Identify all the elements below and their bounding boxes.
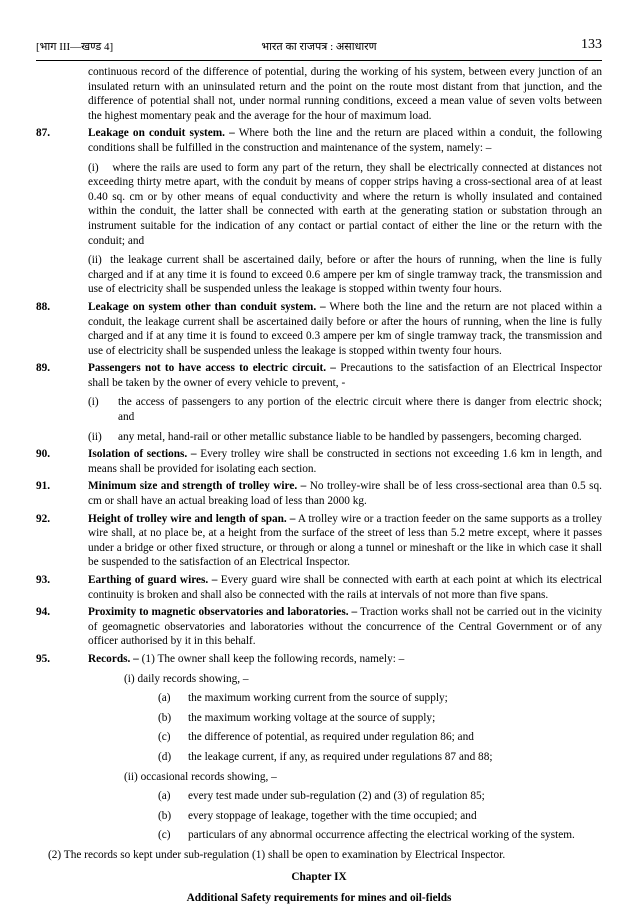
regulation-94	[36, 605, 602, 649]
item-label: (ii)	[88, 430, 102, 443]
item-text: where the rails are used to form any part of the return, they shall be electrically connected at distances not exceeding thirty metre apart, with the conduit by means of copper strips having a cross-sectional area of at least 0.40 sq. cm or by other means of equal conductivity and where the return is wholly insulated and contained within the conduit, the latter shall be connected with earth at the generating station or substation through an instrument suitable for the indication of any contact or partial contact of either the line or the return with the conduit; and	[88, 161, 603, 247]
regulation-number: 95.	[36, 652, 51, 665]
item-text: any metal, hand-rail or other metallic substance liable to be handled by passengers, becoming charged.	[118, 430, 582, 443]
list-item	[158, 691, 602, 706]
item-text: the leakage current shall be ascertained daily, before or after the hours of running, when the line is fully charged and if at any time it is found to exceed 0.6 ampere per km of single tramway track, the transmission and use of electricity shall be suspended unless the leakage is stopped within twenty four hours.	[88, 254, 602, 296]
item-label: (i)	[88, 161, 99, 174]
list-item	[158, 809, 602, 824]
occasional-records-heading: (ii) occasional records showing, –	[124, 770, 277, 783]
item-label: (a)	[158, 790, 171, 803]
regulation-text: Every guard wire shall be connected with earth at each point at which its electrical continuity is broken and shall also be connected with the rails at intervals of not more than five spans.	[88, 574, 603, 601]
regulation-number: 88.	[36, 300, 51, 313]
item-label: (i)	[88, 396, 99, 409]
regulation-90	[36, 447, 602, 476]
regulation-text: Where both the line and the return are placed within a conduit, the following conditions shall be fulfilled in the construction and maintenance of the system, namely: –	[88, 127, 602, 154]
regulation-91	[36, 479, 602, 508]
list-item	[88, 161, 602, 249]
document-body	[36, 65, 602, 906]
list-item	[158, 730, 602, 745]
item-label: (c)	[158, 829, 171, 842]
item-text: particulars of any abnormal occurrence affecting the electrical working of the system.	[188, 829, 575, 842]
list-item	[88, 430, 602, 445]
item-text: every test made under sub-regulation (2) and (3) of regulation 85;	[188, 790, 485, 803]
item-text: every stoppage of leakage, together with the time occupied; and	[188, 809, 477, 822]
regulation-text: Precautions to the satisfaction of an Electrical Inspector shall be taken by the owner of every vehicle to prevent, -	[88, 362, 603, 389]
list-item	[158, 750, 602, 765]
regulation-text: No trolley-wire shall be of less cross-sectional area than 0.5 sq. cm or shall have an actual breaking load of less than 2000 kg.	[88, 480, 602, 508]
regulation-number: 90.	[36, 448, 51, 461]
regulation-title: Records. –	[88, 652, 139, 665]
regulation-number: 93.	[36, 574, 51, 586]
page-header	[36, 37, 602, 58]
chapter-title: Chapter IX	[291, 870, 347, 883]
regulation-number: 91.	[36, 480, 51, 493]
regulation-title: Isolation of sections. –	[88, 448, 197, 461]
regulation-92	[36, 512, 602, 570]
regulation-text: A trolley wire or a traction feeder on the same supports as a trolley wire shall, at no place be, at a height from the surface of the street of less than 5.2 metre except, where it passes under a bridge or other fixed structure, or through or along a tunnel or mineshaft or the like in which case it shall be suspended to the satisfaction of an Electrical Inspector.	[88, 512, 602, 569]
item-text: the leakage current, if any, as required under regulations 87 and 88;	[188, 750, 493, 763]
item-text: the maximum working current from the source of supply;	[188, 692, 448, 705]
regulation-text: Traction works shall not be carried out in the vicinity of geomagnetic observatories and laboratories without the concurrence of the Central Government or of any officer authorised by it in this behalf.	[88, 606, 602, 648]
regulation-number: 92.	[36, 512, 51, 525]
item-label: (ii)	[88, 254, 102, 267]
item-label: (c)	[158, 731, 171, 744]
regulation-87	[36, 126, 602, 155]
intro-continuation: continuous record of the difference of potential, during the working of his system, between every junction of an insulated return with an uninsulated return and the point on the route most distant from that junction, and the difference of potential shall not, under normal running conditions, exceed a mean value of seven volts between the highest momentary peak and the average for the hour of maximum load.	[88, 66, 602, 122]
regulation-text: (1) The owner shall keep the following records, namely: –	[138, 652, 405, 665]
item-label: (b)	[158, 711, 172, 724]
item-text: the access of passengers to any portion of the electric circuit where there is danger from electric shock; and	[118, 396, 602, 424]
page-number: 133	[581, 37, 602, 52]
regulation-93	[36, 573, 602, 602]
header-part-label: [भाग III—खण्ड 4]	[36, 41, 114, 53]
item-label: (a)	[158, 692, 171, 705]
regulation-title: Proximity to magnetic observatories and laboratories. –	[88, 606, 358, 619]
daily-records-heading: (i) daily records showing, –	[124, 672, 249, 685]
list-item	[158, 789, 602, 804]
list-item	[158, 828, 602, 843]
regulation-text: Every trolley wire shall be constructed in sections not exceeding 1.6 km in length, and means shall be provided for isolating each section.	[88, 448, 602, 475]
list-item	[158, 711, 602, 726]
regulation-title: Earthing of guard wires. –	[88, 574, 218, 586]
regulation-title: Leakage on conduit system. –	[88, 127, 235, 140]
chapter-subtitle: Additional Safety requirements for mines and oil-fields	[186, 892, 452, 905]
header-gazette-title: भारत का राजपत्र : असाधारण	[261, 41, 377, 53]
item-label: (d)	[158, 750, 172, 763]
header-rule	[36, 60, 602, 61]
item-label: (b)	[158, 809, 172, 822]
regulation-89-items	[88, 395, 602, 444]
regulation-87-items	[88, 161, 602, 297]
regulation-number: 89.	[36, 362, 51, 375]
regulation-title: Passengers not to have access to electric circuit. –	[88, 362, 336, 375]
regulation-number: 94.	[36, 606, 51, 619]
list-item	[88, 395, 602, 424]
list-item	[88, 253, 602, 297]
regulation-95	[36, 652, 602, 667]
regulation-title: Minimum size and strength of trolley wire. –	[88, 480, 307, 493]
regulation-text: Where both the line and the return are not placed within a conduit, the leakage current shall be ascertained daily before or after the hours of running, when the line is fully charged and if at any time it is found to exceed 0.3 ampere per km of single tramway track, the transmission and use of electricity shall be suspended unless the leakage is stopped within twenty four hours.	[88, 300, 603, 357]
item-text: the maximum working voltage at the source of supply;	[188, 711, 436, 724]
regulation-89	[36, 361, 602, 390]
regulation-88	[36, 300, 602, 358]
regulation-title: Leakage on system other than conduit system. –	[88, 300, 326, 313]
item-text: the difference of potential, as required under regulation 86; and	[188, 731, 474, 744]
regulation-title: Height of trolley wire and length of span. –	[88, 512, 296, 525]
sub-regulation-2: (2) The records so kept under sub-regulation (1) shall be open to examination by Electrical Inspector.	[48, 848, 506, 861]
regulation-number: 87.	[36, 127, 51, 140]
